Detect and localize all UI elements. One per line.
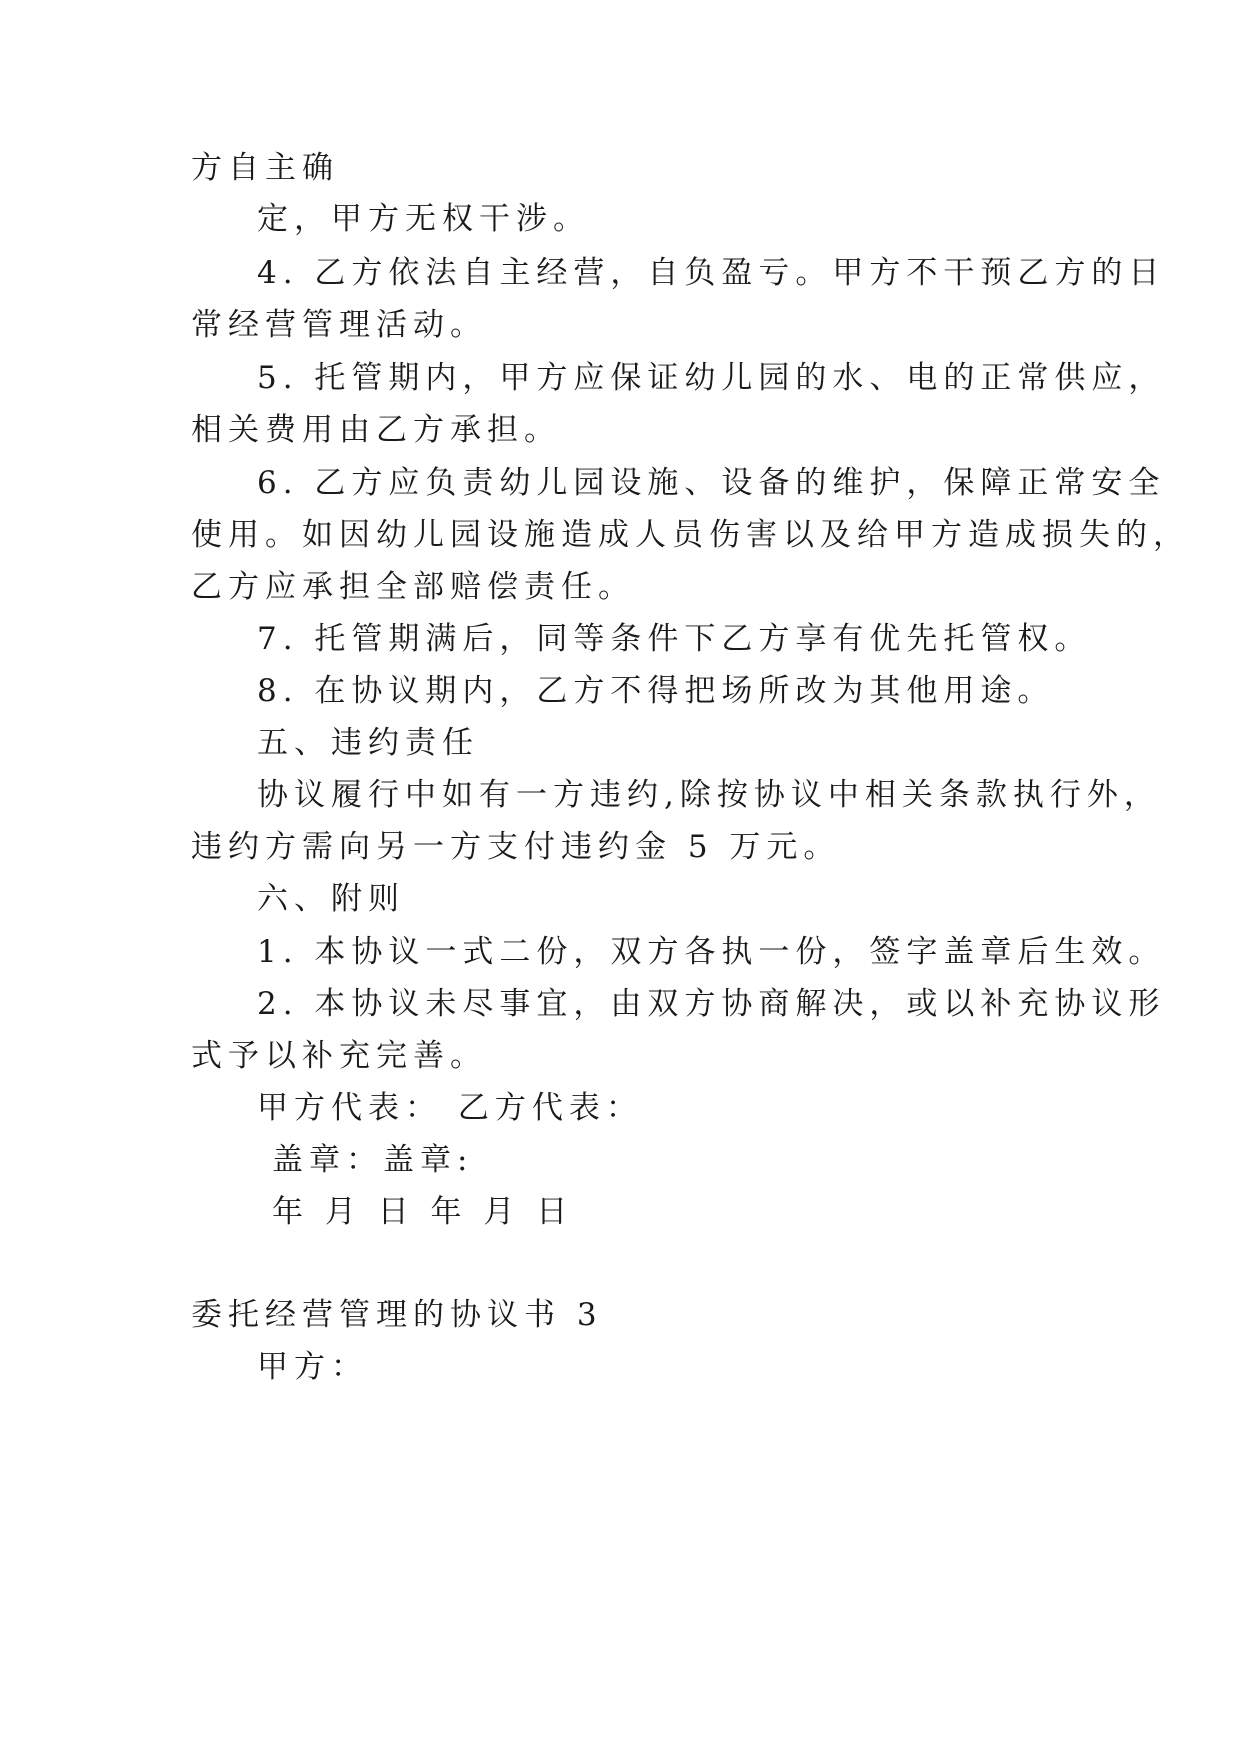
text-line-2: 定，甲方无权干涉。 <box>257 201 590 237</box>
text-line-6: 相关费用由乙方承担。 <box>191 412 561 448</box>
text-line-5: 5. 托管期内，甲方应保证幼儿园的水、电的正常供应， <box>257 360 1166 396</box>
next-document-title: 委托经营管理的协议书 3 <box>191 1297 603 1333</box>
text-line-7: 6. 乙方应负责幼儿园设施、设备的维护，保障正常安全 <box>257 465 1166 501</box>
text-line-14: 违约方需向另一方支付违约金 5 万元。 <box>191 829 841 865</box>
text-line-1: 方自主确 <box>191 150 339 186</box>
signature-representatives: 甲方代表： 乙方代表： <box>257 1090 643 1126</box>
signature-dates: 年 月 日 年 月 日 <box>272 1194 574 1230</box>
signature-seals: 盖章：盖章: <box>272 1142 474 1178</box>
text-line-11: 8. 在协议期内，乙方不得把场所改为其他用途。 <box>257 673 1055 709</box>
section-heading-breach: 五、违约责任 <box>257 725 479 761</box>
text-line-4: 常经营管理活动。 <box>191 307 487 343</box>
text-line-13: 协议履行中如有一方违约,除按协议中相关条款执行外， <box>257 777 1161 813</box>
text-line-17: 2. 本协议未尽事宜，由双方协商解决，或以补充协议形 <box>257 986 1166 1022</box>
text-line-10: 7. 托管期满后，同等条件下乙方享有优先托管权。 <box>257 621 1092 657</box>
text-line-18: 式予以补充完善。 <box>191 1038 487 1074</box>
section-heading-appendix: 六、附则 <box>257 881 405 917</box>
text-line-3: 4. 乙方依法自主经营，自负盈亏。甲方不干预乙方的日 <box>257 255 1166 291</box>
text-line-9: 乙方应承担全部赔偿责任。 <box>191 569 635 605</box>
party-a-label: 甲方： <box>257 1349 368 1385</box>
text-line-16: 1. 本协议一式二份，双方各执一份，签字盖章后生效。 <box>257 934 1166 970</box>
text-line-8: 使用。如因幼儿园设施造成人员伤害以及给甲方造成损失的， <box>191 517 1190 553</box>
